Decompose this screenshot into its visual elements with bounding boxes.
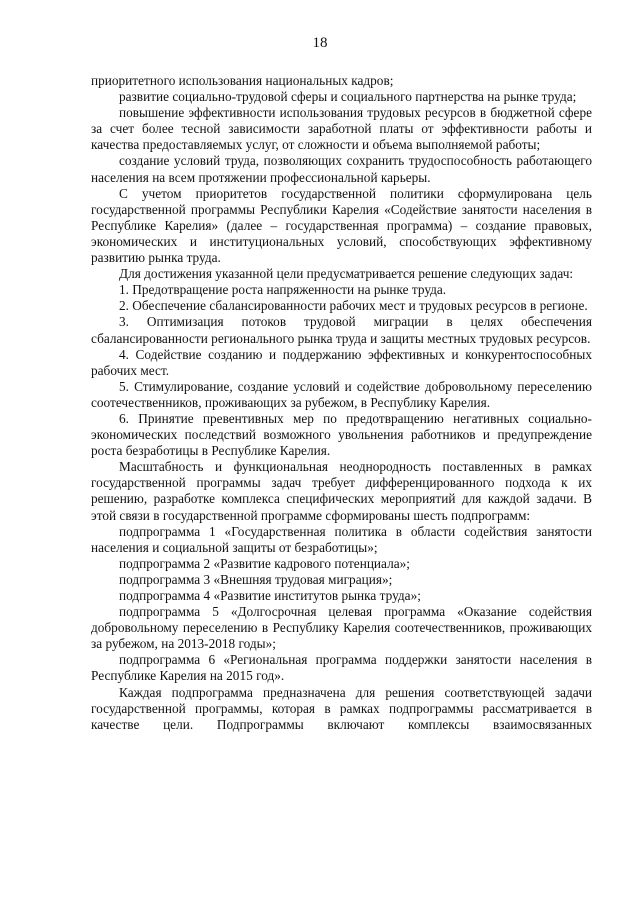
list-item: 4. Содействие созданию и поддержанию эффективных и конкурентоспособных рабочих мест. xyxy=(91,346,592,378)
document-body xyxy=(91,73,592,733)
list-item: 1. Предотвращение роста напряженности на рынке труда. xyxy=(119,282,447,298)
list-item: 3. Оптимизация потоков трудовой миграции в целях обеспечения сбалансированности регионального рынка труда и защиты местных трудовых ресурсов. xyxy=(91,314,592,346)
paragraph: приоритетного использования национальных кадров; xyxy=(91,73,394,88)
subprogram-item: подпрограмма 6 «Региональная программа поддержки занятости населения в Республике Карелия на 2015 год». xyxy=(91,652,592,684)
page-number: 18 xyxy=(312,35,328,51)
list-item: 2. Обеспечение сбалансированности рабочих мест и трудовых ресурсов в регионе. xyxy=(119,298,588,314)
paragraph: С учетом приоритетов государственной политики сформулирована цель государственной программы Республики Карелия «Содействие занятости населения в Республике Карелия» (далее – государственная программа) – создание правовых, экономических и институциональных условий, способствующих эффективному развитию рынка труда. xyxy=(91,185,592,266)
paragraph: развитие социально-трудовой сферы и социального партнерства на рынке труда; xyxy=(119,89,577,105)
list-item: 5. Стимулирование, создание условий и содействие добровольному переселению соотечественников, проживающих за рубежом, в Республику Карелия. xyxy=(91,378,592,410)
subprogram-item: подпрограмма 2 «Развитие кадрового потенциала»; xyxy=(119,555,410,571)
subprogram-item: подпрограмма 4 «Развитие институтов рынка труда»; xyxy=(119,588,421,603)
paragraph: Для достижения указанной цели предусматривается решение следующих задач: xyxy=(119,266,574,282)
paragraph: Масштабность и функциональная неоднородность поставленных в рамках государственной программы задач требует дифференцированного подхода к их решению, разработке комплекса специфических мероприятий для каждой задачи. В этой связи в государственной программе сформированы шесть подпрограмм: xyxy=(91,459,592,523)
list-item: 6. Принятие превентивных мер по предотвращению негативных социально-экономических последствий возможного увольнения работников и предупреждение роста безработицы в Республике Карелия. xyxy=(91,410,592,459)
subprogram-item: подпрограмма 3 «Внешняя трудовая миграция»; xyxy=(119,571,393,587)
subprogram-item: подпрограмма 5 «Долгосрочная целевая программа «Оказание содействия добровольному переселению в Республику Карелия соотечественников, проживающих за рубежом, на 2013-2018 годы»; xyxy=(91,604,592,652)
paragraph: создание условий труда, позволяющих сохранить трудоспособность работающего населения на всем протяжении профессиональной карьеры. xyxy=(91,153,592,185)
subprogram-item: подпрограмма 1 «Государственная политика в области содействия занятости населения и социальной защиты от безработицы»; xyxy=(91,523,592,555)
paragraph: повышение эффективности использования трудовых ресурсов в бюджетной сфере за счет более тесной зависимости заработной платы от эффективности работы и качества предоставляемых услуг, от сложности и объема выполняемой работы; xyxy=(91,105,592,153)
paragraph: Каждая подпрограмма предназначена для решения соответствующей задачи государственной программы, которая в рамках подпрограммы рассматривается в качестве цели. Подпрограммы включают комплексы взаимосвязанных xyxy=(91,684,592,732)
